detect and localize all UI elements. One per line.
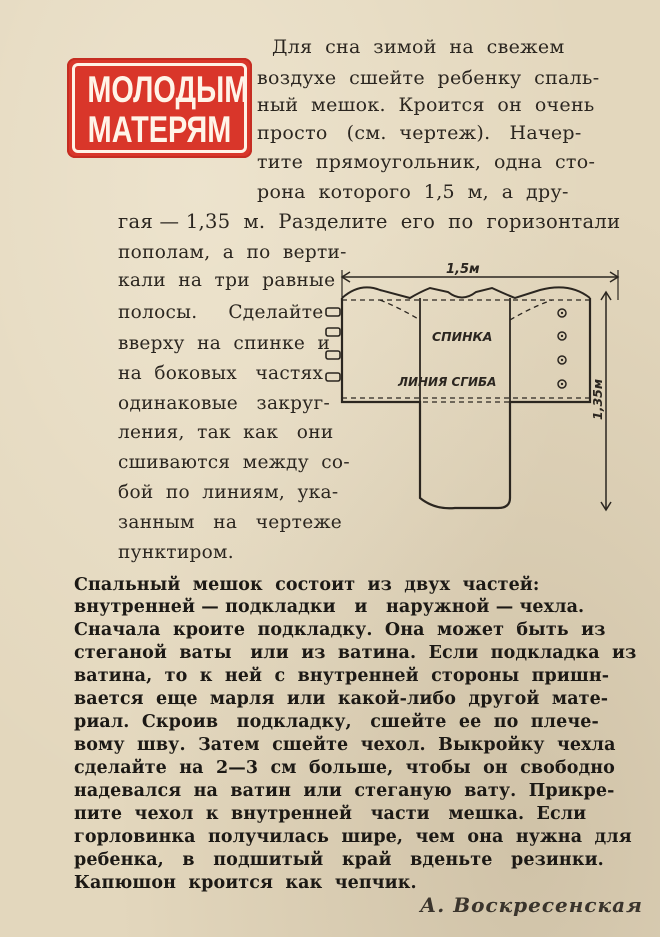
body-line: стеганой ваты или из ватина. Если подкладка из <box>74 643 637 663</box>
body-line: риал. Скроив подкладку, сшейте ее по плече- <box>74 712 599 732</box>
left-col-line: полосы. Сделайте <box>118 302 324 323</box>
body-line: внутренней — подкладки и наружной — чехла. <box>74 597 585 617</box>
body-line: надевался на ватин или стеганую вату. Прикре- <box>74 781 615 801</box>
badge-line-2: МАТЕРЯМ <box>87 109 232 150</box>
right-curve-dashed <box>510 300 552 320</box>
left-curve-dashed <box>380 300 420 320</box>
fold-label: ЛИНИЯ СГИБА <box>398 375 497 389</box>
body-line: вается еще марля или какой-либо другой мате- <box>74 689 609 709</box>
intro-line: гая — 1,35 м. Разделите его по горизонтали <box>118 210 621 233</box>
intro-line: рона которого 1,5 м, а дру- <box>257 181 569 203</box>
body-line: ватина, то к ней с внутренней стороны пришн- <box>74 666 610 686</box>
left-col-line: вверху на спинке и <box>118 333 331 354</box>
left-col-line: кали на три равные <box>118 270 336 291</box>
left-col-line: ления, так как они <box>118 422 334 443</box>
width-label: 1,5м <box>446 262 480 277</box>
left-col-line: бой по линиям, ука- <box>118 482 339 503</box>
badge-line-1: МОЛОДЫМ <box>87 69 249 110</box>
body-line: Капюшон кроится как чепчик. <box>74 873 417 893</box>
left-col-line: занным на чертеже <box>118 512 343 533</box>
height-label: 1,35м <box>590 378 605 420</box>
left-col-line: на боковых частях <box>118 363 324 384</box>
body-line: ребенка, в подшитый край вденьте резинки. <box>74 850 604 870</box>
left-col-line: пунктиром. <box>118 542 234 563</box>
buttonhole-icon <box>326 328 340 336</box>
buttonhole-icon <box>326 351 340 359</box>
pattern-top-edge <box>342 287 590 298</box>
intro-line: просто (см. чертеж). Начер- <box>257 122 582 144</box>
intro-line: ный мешок. Кроится он очень <box>257 94 595 116</box>
intro-line: воздухе сшейте ребенку спаль- <box>257 67 600 89</box>
body-line: горловинка получилась шире, чем она нужна для <box>74 827 632 847</box>
buttonhole-icon <box>326 373 340 381</box>
body-line: Спальный мешок состоит из двух частей: <box>74 575 540 595</box>
intro-line: тите прямоугольник, одна сто- <box>257 151 596 173</box>
left-col-line: пополам, а по верти- <box>118 242 347 263</box>
left-col-line: сшиваются между со- <box>118 452 350 473</box>
body-line: вому шву. Затем сшейте чехол. Выкройку чехла <box>74 735 616 755</box>
body-line: сделайте на 2—3 см больше, чтобы он свободно <box>74 758 615 778</box>
body-line: пите чехол к внутренней части мешка. Если <box>74 804 587 824</box>
back-label: СПИНКА <box>432 329 493 344</box>
intro-line: Для сна зимой на свежем <box>272 36 565 58</box>
body-line: Сначала кроите подкладку. Она может быть из <box>74 620 606 640</box>
left-col-line: одинаковые закруг- <box>118 393 331 414</box>
author-signature: А. Воскресенская <box>420 893 643 917</box>
buttonhole-icon <box>326 308 340 316</box>
